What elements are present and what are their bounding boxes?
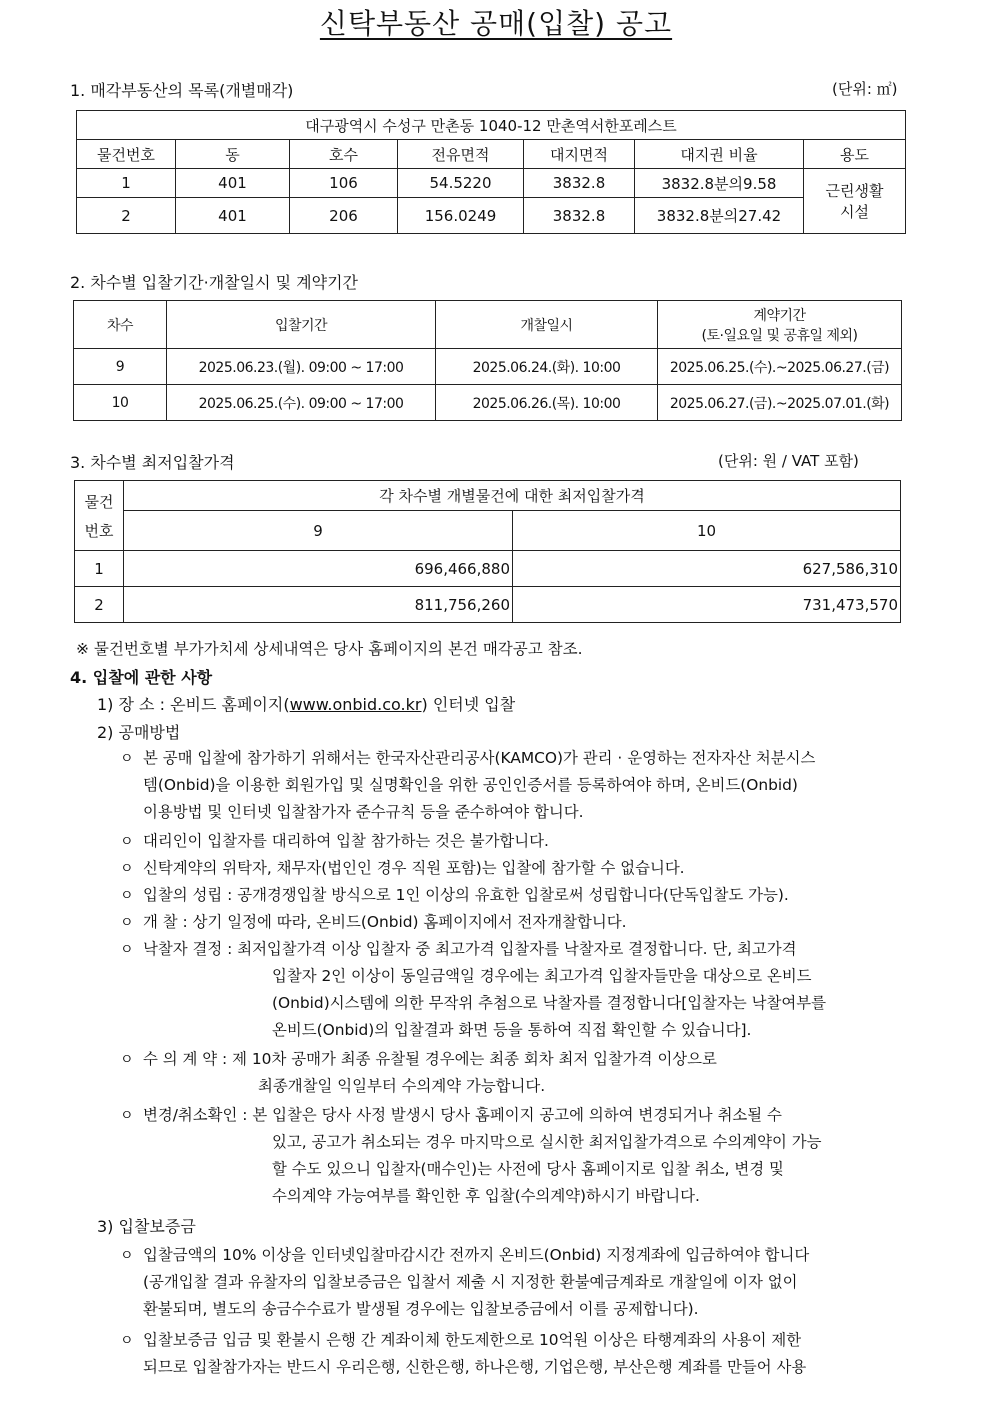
table-cell: 627,586,310	[513, 551, 901, 587]
table-header: 호수	[290, 140, 398, 169]
table-header: 차수	[74, 301, 167, 349]
table-cell: 9	[74, 349, 167, 385]
place-label: 1) 장 소 : 온비드 홈페이지(	[97, 695, 290, 714]
onbid-link[interactable]: www.onbid.co.kr	[289, 695, 422, 714]
table-header: 9	[124, 511, 513, 551]
table-cell: 1	[77, 169, 176, 198]
usage-line: 근린생활	[825, 182, 884, 200]
method-line: 변경/취소확인 : 본 입찰은 당사 사정 발생시 당사 홈페이지 공고에 의하여 변경되거나 취소될 수	[143, 1106, 782, 1124]
table-header: 전유면적	[398, 140, 524, 169]
item-header: 물건	[84, 492, 114, 511]
table-header	[75, 481, 124, 551]
contract-header: 계약기간	[753, 307, 806, 324]
method-heading: 2) 공매방법	[97, 723, 181, 742]
bullet: ㅇ	[120, 1248, 134, 1264]
table-cell: 206	[290, 198, 398, 234]
method-line: 온비드(Onbid)의 입찰결과 화면 등을 통하여 직접 확인할 수 있습니다].	[272, 1021, 752, 1039]
deposit-line: 입찰금액의 10% 이상을 인터넷입찰마감시간 전까지 온비드(Onbid) 지정계좌에 입금하여야 합니다	[143, 1246, 810, 1264]
bullet: ㅇ	[120, 1333, 134, 1349]
table-row	[75, 551, 901, 587]
table-header: 대지면적	[524, 140, 635, 169]
method-line: 템(Onbid)을 이용한 회원가입 및 실명확인을 위한 공인인증서를 등록하여야 하며, 온비드(Onbid)	[143, 776, 798, 794]
contract-header-note: (토·일요일 및 공휴일 제외)	[701, 327, 858, 344]
table-row	[74, 349, 902, 385]
table-header: 입찰기간	[167, 301, 436, 349]
table-cell: 2	[77, 198, 176, 234]
table-cell: 54.5220	[398, 169, 524, 198]
method-line: 낙찰자 결정 : 최저입찰가격 이상 입찰자 중 최고가격 입찰자를 낙찰자로 결정합니다. 단, 최고가격	[143, 940, 797, 958]
deposit-heading: 3) 입찰보증금	[97, 1217, 196, 1236]
table-cell: 2025.06.24.(화). 10:00	[436, 349, 658, 385]
property-list-table	[76, 110, 906, 234]
section-3-unit: (단위: 원 / VAT 포함)	[718, 452, 859, 470]
min-price-table	[74, 480, 901, 623]
method-line: 대리인이 입찰자를 대리하여 입찰 참가하는 것은 불가합니다.	[143, 832, 549, 850]
bullet: ㅇ	[120, 1052, 134, 1068]
table-cell: 2	[75, 587, 124, 623]
table-header: 용도	[804, 140, 906, 169]
table-cell: 2025.06.25.(수).~2025.06.27.(금)	[658, 349, 902, 385]
place-line	[97, 692, 515, 715]
method-line: 개 찰 : 상기 일정에 따라, 온비드(Onbid) 홈페이지에서 전자개찰합니다.	[143, 913, 627, 931]
table-row	[77, 198, 906, 234]
table-header: 동	[176, 140, 290, 169]
schedule-table	[73, 300, 902, 421]
item-header: 번호	[84, 521, 114, 540]
place-suffix: ) 인터넷 입찰	[421, 695, 516, 714]
table-cell: 3832.8분의9.58	[635, 169, 804, 198]
deposit-line: 되므로 입찰참가자는 반드시 우리은행, 신한은행, 하나은행, 기업은행, 부산은행 계좌를 만들어 사용	[143, 1358, 807, 1376]
method-line: 최종개찰일 익일부터 수의계약 가능합니다.	[258, 1077, 546, 1095]
table-row	[75, 587, 901, 623]
table-cell: 811,756,260	[124, 587, 513, 623]
table-cell: 1	[75, 551, 124, 587]
property-address: 대구광역시 수성구 만촌동 1040-12 만촌역서한포레스트	[77, 111, 906, 140]
method-line: 신탁계약의 위탁자, 채무자(법인인 경우 직원 포함)는 입찰에 참가할 수 없습니다.	[143, 859, 685, 877]
deposit-line: 입찰보증금 입금 및 환불시 은행 간 계좌이체 한도제한으로 10억원 이상은 타행계좌의 사용이 제한	[143, 1331, 802, 1349]
section-1-unit: (단위: ㎡)	[832, 80, 898, 98]
method-line: 본 공매 입찰에 참가하기 위해서는 한국자산관리공사(KAMCO)가 관리 · 운영하는 전자자산 처분시스	[143, 749, 816, 767]
section-3-heading: 3. 차수별 최저입찰가격	[70, 453, 235, 472]
bullet: ㅇ	[120, 751, 134, 767]
table-cell: 731,473,570	[513, 587, 901, 623]
bullet: ㅇ	[120, 1108, 134, 1124]
table-cell: 3832.8분의27.42	[635, 198, 804, 234]
table-cell: 2025.06.27.(금).~2025.07.01.(화)	[658, 385, 902, 421]
table-cell: 2025.06.25.(수). 09:00 ~ 17:00	[167, 385, 436, 421]
bullet: ㅇ	[120, 888, 134, 904]
table-cell: 156.0249	[398, 198, 524, 234]
bullet: ㅇ	[120, 834, 134, 850]
table-cell: 3832.8	[524, 198, 635, 234]
table-row	[77, 169, 906, 198]
method-line: 수의계약 가능여부를 확인한 후 입찰(수의계약)하시기 바랍니다.	[272, 1187, 700, 1205]
table-cell: 2025.06.23.(월). 09:00 ~ 17:00	[167, 349, 436, 385]
table-header: 10	[513, 511, 901, 551]
method-line: 수 의 계 약 : 제 10차 공매가 최종 유찰될 경우에는 최종 회차 최저 입찰가격 이상으로	[143, 1050, 717, 1068]
bullet: ㅇ	[120, 942, 134, 958]
table-cell: 2025.06.26.(목). 10:00	[436, 385, 658, 421]
usage-cell	[804, 169, 906, 234]
table-header: 대지권 비율	[635, 140, 804, 169]
table-cell: 696,466,880	[124, 551, 513, 587]
method-line: 입찰자 2인 이상이 동일금액일 경우에는 최고가격 입찰자들만을 대상으로 온비드	[272, 967, 812, 985]
bullet: ㅇ	[120, 915, 134, 931]
method-line: 이용방법 및 인터넷 입찰참가자 준수규칙 등을 준수하여야 합니다.	[143, 803, 584, 821]
method-line: 있고, 공고가 취소되는 경우 마지막으로 실시한 최저입찰가격으로 수의계약이 가능	[272, 1133, 822, 1151]
method-line: (Onbid)시스템에 의한 무작위 추첨으로 낙찰자를 결정합니다[입찰자는 낙찰여부를	[272, 994, 826, 1012]
table-cell: 401	[176, 198, 290, 234]
table-header: 개찰일시	[436, 301, 658, 349]
vat-note: ※ 물건번호별 부가가치세 상세내역은 당사 홈페이지의 본건 매각공고 참조.	[76, 640, 583, 658]
usage-line: 시설	[840, 203, 869, 221]
section-2-heading: 2. 차수별 입찰기간·개찰일시 및 계약기간	[70, 273, 358, 292]
deposit-line: 환불되며, 별도의 송금수수료가 발생될 경우에는 입찰보증금에서 이를 공제합니다).	[143, 1300, 699, 1318]
section-4-heading: 4. 입찰에 관한 사항	[70, 668, 213, 687]
table-row	[74, 385, 902, 421]
table-cell: 3832.8	[524, 169, 635, 198]
deposit-line: (공개입찰 결과 유찰자의 입찰보증금은 입찰서 제출 시 지정한 환불예금계좌로 개찰일에 이자 없이	[143, 1273, 798, 1291]
bullet: ㅇ	[120, 861, 134, 877]
table-header: 물건번호	[77, 140, 176, 169]
table-header	[658, 301, 902, 349]
table-cell: 10	[74, 385, 167, 421]
table-header: 각 차수별 개별물건에 대한 최저입찰가격	[124, 481, 901, 511]
page-title: 신탁부동산 공매(입찰) 공고	[319, 7, 673, 40]
section-1-heading: 1. 매각부동산의 목록(개별매각)	[70, 81, 294, 100]
method-line: 입찰의 성립 : 공개경쟁입찰 방식으로 1인 이상의 유효한 입찰로써 성립합니다(단독입찰도 가능).	[143, 886, 789, 904]
table-cell: 401	[176, 169, 290, 198]
method-line: 할 수도 있으니 입찰자(매수인)는 사전에 당사 홈페이지로 입찰 취소, 변경 및	[272, 1160, 784, 1178]
table-cell: 106	[290, 169, 398, 198]
